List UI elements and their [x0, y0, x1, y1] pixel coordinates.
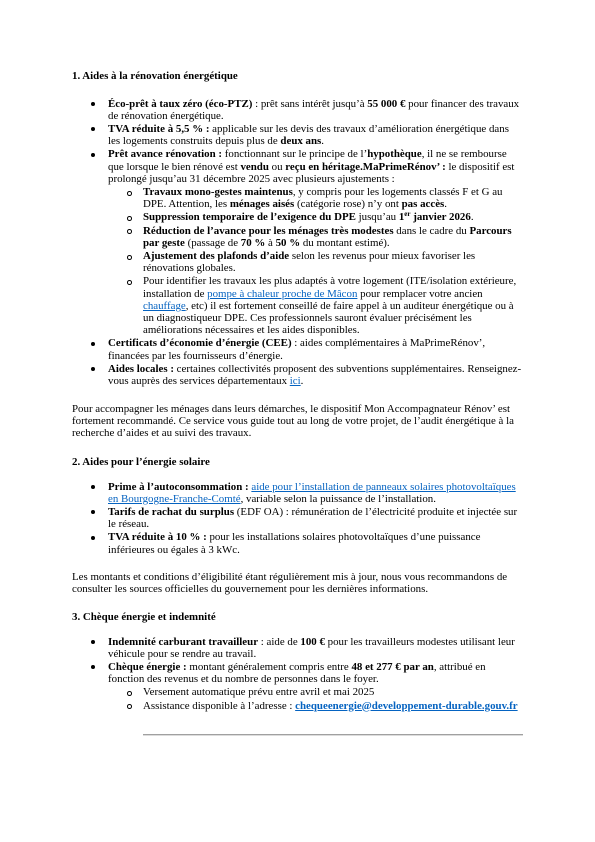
aid-text: : prêt sans intérêt jusqu’à [252, 97, 368, 110]
aid-title: TVA réduite à 5,5 % : [108, 122, 210, 135]
official-sources-paragraph: Les montants et conditions d’éligibilité étant régulièrement mis à jour, nous vous recommandons de consulter les sources officielles du gouvernement pour les dernières informations. [72, 570, 508, 595]
adjustment-dpe [108, 211, 523, 223]
energy-check-list [72, 636, 523, 712]
aid-text: pour financer des travaux de rénovation énergétique. [108, 97, 520, 122]
bullet-marker [91, 367, 95, 371]
aid-item-pret-avance [72, 148, 523, 336]
adjustment-text: . [444, 198, 448, 211]
bullet-marker [91, 640, 95, 644]
adjustment-title: Réduction de l’avance pour les ménages très modestes [143, 224, 394, 237]
maprimerenov-adjustments-list [108, 186, 523, 336]
aid-title: Indemnité carburant travailleur [108, 635, 259, 648]
aid-item-cheque-energie [72, 661, 523, 712]
detail-text: Assistance disponible à l’adresse : [143, 699, 296, 712]
bullet-marker [91, 102, 95, 106]
aid-item-aides-locales [72, 363, 523, 387]
section-heading-solar: 2. Aides pour l’énergie solaire [72, 455, 210, 468]
aid-title: Certificats d’économie d’énergie (CEE) [108, 337, 292, 350]
aid-title: Prime à l’autoconsommation : [108, 480, 252, 493]
aid-item-tva-10 [72, 531, 523, 555]
circle-bullet-marker [127, 255, 132, 260]
aid-text: le dispositif est prolongé jusqu’au 31 décembre 2025 avec plusieurs ajustements : [108, 160, 515, 185]
section-heading-energy-check: 3. Chèque énergie et indemnité [72, 610, 216, 623]
circle-bullet-marker [127, 691, 132, 696]
aid-title: Aides locales : [108, 362, 174, 375]
horizontal-rule [143, 734, 523, 736]
aid-amount: 55 000 € [367, 97, 406, 110]
aid-title: Tarifs de rachat du surplus [108, 505, 235, 518]
bullet-marker [91, 536, 95, 540]
adjustment-text: (passage de [184, 236, 241, 249]
link-heating[interactable]: chauffage [143, 299, 186, 312]
adjustment-avance [108, 225, 523, 249]
aid-item-cee [72, 337, 523, 361]
detail-assistance [108, 700, 523, 712]
adjustment-text: (catégorie rose) n’y ont [294, 198, 402, 211]
adjustment-text: Pour identifier les travaux les plus adaptés à votre logement (ITE/isolation extérieure, installation de [143, 275, 517, 300]
aid-amount: 100 € [300, 635, 325, 648]
adjustment-title: Travaux mono-gestes maintenus [143, 185, 293, 198]
bullet-marker [91, 665, 95, 669]
circle-bullet-marker [127, 704, 132, 709]
aid-item-eco-ptz [72, 98, 523, 122]
aid-text: montant généralement compris entre [186, 660, 352, 673]
adjustment-plafonds [108, 250, 523, 274]
aid-text: : aides complémentaires à MaPrimeRénov’, financées par les fournisseurs d’énergie. [108, 337, 486, 362]
aid-item-tva-5-5 [72, 123, 523, 147]
circle-bullet-marker [127, 229, 132, 234]
adjustment-percent-before: 70 % [240, 236, 266, 249]
aid-text: , variable selon la puissance de l’installation. [240, 492, 436, 505]
email-link[interactable] [295, 700, 517, 712]
adjustment-text: à [265, 236, 276, 249]
adjustment-conseil [108, 275, 523, 336]
aid-title: TVA réduite à 10 % : [108, 531, 207, 544]
aid-text: . [321, 135, 325, 148]
aid-text: : aide de [258, 635, 301, 648]
renovation-aid-list [72, 98, 523, 388]
circle-bullet-marker [127, 191, 132, 196]
link-departmental-services[interactable]: ici [289, 374, 301, 387]
aid-title: Éco-prêt à taux zéro (éco-PTZ) [108, 97, 253, 110]
detail-versement [108, 686, 523, 698]
adjustment-text: , y compris pour les logements classés F et G au DPE. Attention, les [143, 185, 503, 211]
aid-emphasis: hypothèque [367, 148, 422, 161]
aid-text: , attribué en fonction des revenus et du nombre de personnes dans le foyer. [108, 660, 486, 686]
adjustment-text: pour remplacer votre ancien [357, 287, 483, 300]
aid-title: Chèque énergie : [108, 660, 187, 673]
aid-emphasis: deux ans [280, 135, 322, 148]
adjustment-emphasis: ménages aisés [229, 198, 295, 211]
link-heat-pump-macon[interactable]: pompe à chaleur proche de Mâcon [207, 287, 358, 300]
bullet-marker [91, 485, 95, 489]
adjustment-emphasis: Parcours par geste [143, 224, 512, 249]
aid-text: ou [268, 160, 286, 173]
adjustment-text: du montant estimé). [300, 236, 390, 249]
accompagnateur-paragraph: Pour accompagner les ménages dans leurs démarches, le dispositif Mon Accompagnateur Rénov’ est fortement recommandé. Ce service vous guide tout au long de votre projet, de l’audit énergétique à la recherche d’aides et au suivi des travaux. [72, 402, 514, 439]
aid-text: certaines collectivités proposent des subventions supplémentaires. Renseignez-vous auprès des services départementaux [108, 362, 522, 387]
aid-amount: 48 et 277 € par an [351, 660, 434, 673]
adjustment-emphasis: pas accès [401, 198, 445, 211]
aid-text: (EDF OA) : rémunération de l’électricité produite et injectée sur le réseau. [108, 505, 518, 531]
bullet-marker [91, 153, 95, 157]
adjustment-date-day: 1 [398, 211, 405, 224]
solar-aid-list [72, 481, 523, 556]
bullet-marker [91, 342, 95, 346]
email-address[interactable]: chequeenergie@developpement-durable.gouv.fr [295, 699, 518, 712]
adjustment-text: dans le cadre du [393, 224, 470, 237]
adjustment-text: selon les revenus pour mieux favoriser les rénovations globales. [143, 249, 476, 275]
aid-text: pour les travailleurs modestes utilisant leur véhicule pour se rendre au travail. [108, 635, 515, 660]
adjustment-text: , etc) il est fortement conseillé de faire appel à un auditeur énergétique ou à un diagnostiqueur DPE. Ces professionnels sauront évaluer précisément les améliorations nécessaires et les aides disponibles. [143, 299, 514, 337]
detail-text: Versement automatique prévu entre avril et mai 2025 [143, 686, 375, 699]
aid-text: . [300, 374, 304, 387]
aid-title: reçu en héritage.MaPrimeRénov’ : [285, 160, 446, 173]
link-solar-panel-aid[interactable]: aide pour l’installation de panneaux solaires photovoltaïques en Bourgogne-Franche-Comté [108, 480, 516, 505]
adjustment-date-ordinal: er [404, 210, 411, 219]
adjustment-text: . [470, 211, 474, 224]
aid-text: applicable sur les devis des travaux d’amélioration énergétique dans les logements construits depuis plus de [108, 122, 509, 148]
aid-text: pour les installations solaires photovoltaïques d’une puissance inférieures ou égales à 3 kWc. [108, 531, 481, 556]
section-heading-renovation: 1. Aides à la rénovation énergétique [72, 69, 238, 82]
aid-emphasis: vendu [240, 160, 269, 173]
aid-title: Prêt avance rénovation : [108, 148, 223, 161]
adjustment-percent-after: 50 % [275, 236, 301, 249]
adjustment-title: Suppression temporaire de l’exigence du DPE [143, 211, 356, 224]
aid-item-prime-autoconsommation [72, 481, 523, 505]
circle-bullet-marker [127, 280, 132, 285]
aid-item-indemnite-carburant [72, 636, 523, 660]
aid-text: fonctionnant sur le principe de l’ [222, 148, 368, 161]
aid-item-tarifs-rachat [72, 506, 523, 530]
adjustment-mono-gestes [108, 186, 523, 210]
adjustment-date-month-year: janvier 2026 [410, 211, 471, 224]
cheque-energie-details-list [108, 686, 523, 711]
adjustment-text: jusqu’au [355, 211, 399, 224]
aid-text: , il ne se rembourse que lorsque le bien rénové est [108, 148, 507, 173]
adjustment-title: Ajustement des plafonds d’aide [143, 249, 290, 262]
bullet-marker [91, 510, 95, 514]
bullet-marker [91, 127, 95, 131]
circle-bullet-marker [127, 216, 132, 221]
